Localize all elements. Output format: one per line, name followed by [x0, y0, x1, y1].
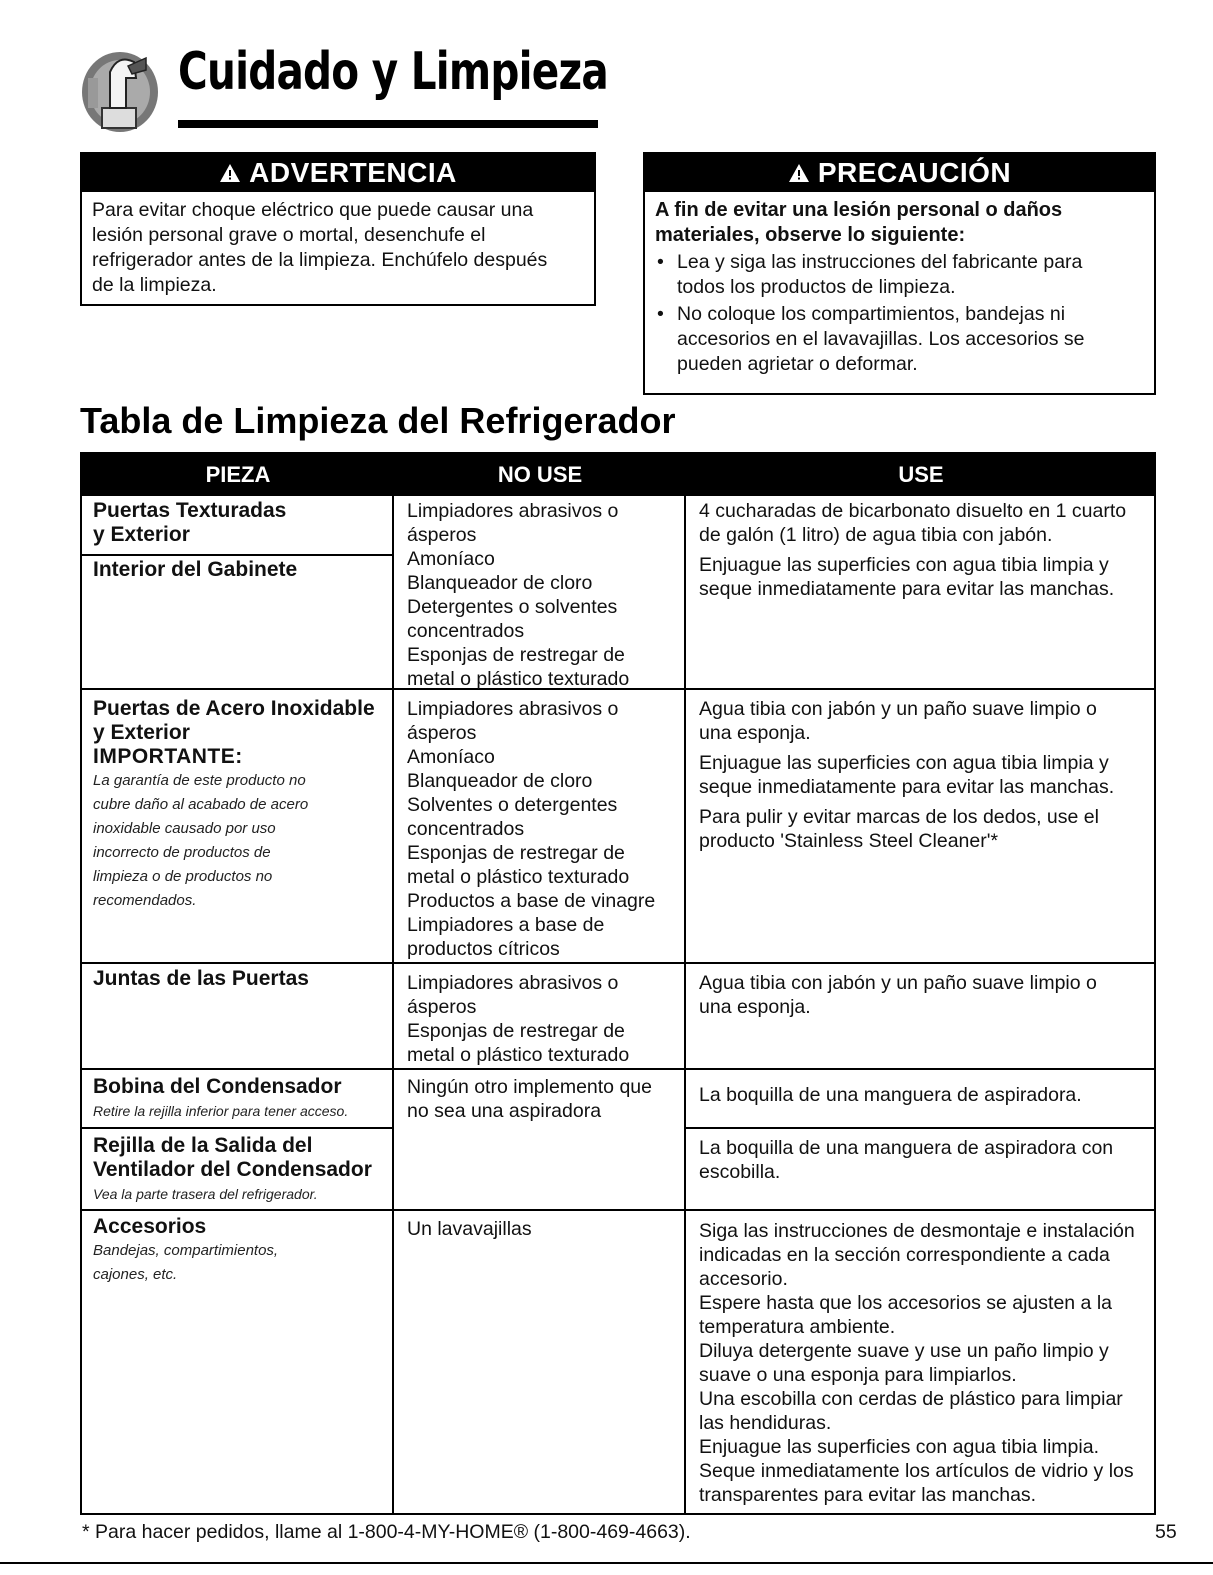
- piece-name: Puertas Texturadas: [93, 499, 287, 522]
- caution-list: [655, 250, 1144, 377]
- cleaning-table: [80, 452, 1156, 1515]
- no-use-line: Limpiadores abrasivos o: [407, 698, 619, 720]
- cleaning-spray-icon: [80, 48, 158, 132]
- use-line: Enjuague las superficies con agua tibia limpia.: [699, 1436, 1099, 1458]
- caution-intro-line: materiales, observe lo siguiente:: [655, 224, 966, 246]
- warning-heading: [82, 154, 594, 192]
- no-use-line: ásperos: [407, 524, 477, 546]
- row-divider: [82, 962, 1156, 964]
- warning-box: [80, 152, 596, 306]
- warning-line: de la limpieza.: [92, 274, 217, 296]
- piece-name: Bobina del Condensador: [93, 1075, 342, 1098]
- no-use-line: metal o plástico texturado: [407, 866, 630, 888]
- warning-line: refrigerador antes de la limpieza. Enchúfelo después: [92, 249, 548, 271]
- warning-line: Para evitar choque eléctrico que puede causar una: [92, 199, 534, 221]
- table-row-6-use: [699, 1219, 1154, 1507]
- no-use-line: Blanqueador de cloro: [407, 572, 593, 594]
- no-use-line: metal o plástico texturado: [407, 1044, 630, 1066]
- piece-note: limpieza o de productos no: [93, 868, 273, 885]
- piece-note: inoxidable causado por uso: [93, 820, 276, 837]
- use-line: Agua tibia con jabón y un paño suave limpio o: [699, 972, 1097, 994]
- warning-triangle-icon: [219, 163, 241, 183]
- piece-name: Accesorios: [93, 1215, 207, 1238]
- header-pieza: PIEZA: [205, 462, 271, 487]
- table-row-4-piece: [93, 1075, 390, 1123]
- table-row-6-no-use: [407, 1217, 682, 1241]
- no-use-line: Amoníaco: [407, 746, 495, 768]
- table-row-5-piece: [93, 1134, 390, 1206]
- caution-intro: [655, 198, 1144, 248]
- no-use-line: productos cítricos: [407, 938, 560, 960]
- piece-name: y Exterior: [93, 721, 190, 744]
- table-row-4-use: [699, 1083, 1154, 1107]
- piece-name: Juntas de las Puertas: [93, 967, 309, 990]
- table-row-3-use: [699, 971, 1154, 1019]
- no-use-line: Blanqueador de cloro: [407, 770, 593, 792]
- table-row-1-no-use: [407, 499, 682, 691]
- column-divider: [684, 496, 686, 1515]
- caution-bullet: [655, 302, 1144, 377]
- page-number: 55: [1155, 1521, 1177, 1543]
- use-line: Siga las instrucciones de desmontaje e instalación: [699, 1220, 1135, 1242]
- piece-name: Rejilla de la Salida del: [93, 1134, 313, 1157]
- important-label: IMPORTANTE:: [93, 745, 243, 768]
- table-row-2-piece: [93, 697, 390, 913]
- use-line: una esponja.: [699, 722, 811, 744]
- use-line: Una escobilla con cerdas de plástico para limpiar: [699, 1388, 1123, 1410]
- use-line: producto 'Stainless Steel Cleaner'*: [699, 830, 999, 852]
- use-line: de galón (1 litro) de agua tibia con jabón.: [699, 524, 1053, 546]
- piece-note: Retire la rejilla inferior para tener acceso.: [93, 1103, 349, 1119]
- sub-divider: [82, 554, 392, 556]
- table-header: [82, 454, 1154, 496]
- caution-bullet: [655, 250, 1144, 300]
- use-line: Espere hasta que los accesorios se ajusten a la: [699, 1292, 1112, 1314]
- table-row-3-no-use: [407, 971, 682, 1067]
- caution-bullet-line: accesorios en el lavavajillas. Los accesorios se: [677, 328, 1085, 350]
- piece-name: Ventilador del Condensador: [93, 1158, 372, 1181]
- no-use-line: no sea una aspiradora: [407, 1100, 602, 1122]
- no-use-line: ásperos: [407, 722, 477, 744]
- warning-text: [82, 192, 594, 306]
- no-use-line: Solventes o detergentes: [407, 794, 618, 816]
- table-row-6-piece: [93, 1215, 390, 1287]
- warning-line: lesión personal grave o mortal, desenchufe el: [92, 224, 486, 246]
- footnote: * Para hacer pedidos, llame al 1-800-4-MY-HOME® (1-800-469-4663).: [82, 1521, 691, 1543]
- no-use-line: Esponjas de restregar de: [407, 644, 625, 666]
- bottom-rule: [0, 1562, 1213, 1564]
- warning-triangle-icon: [788, 163, 810, 183]
- table-row-3-piece: [93, 967, 390, 991]
- table-row-1-use: [699, 499, 1154, 601]
- use-line: suave o una esponja para limpiarlos.: [699, 1364, 1017, 1386]
- use-line: accesorio.: [699, 1268, 788, 1290]
- no-use-line: Limpiadores abrasivos o: [407, 500, 619, 522]
- piece-name: Puertas de Acero Inoxidable: [93, 697, 375, 720]
- piece-note: cubre daño al acabado de acero: [93, 796, 309, 813]
- column-divider: [392, 496, 394, 1515]
- header-no-use: NO USE: [497, 462, 583, 487]
- use-line: La boquilla de una manguera de aspiradora con: [699, 1137, 1114, 1159]
- piece-note: incorrecto de productos de: [93, 844, 271, 861]
- table-row-2-use: [699, 697, 1154, 853]
- piece-note: cajones, etc.: [93, 1266, 178, 1283]
- warning-heading-text: ADVERTENCIA: [249, 157, 457, 188]
- caution-heading-text: PRECAUCIÓN: [817, 157, 1012, 188]
- table-row-4-no-use: [407, 1075, 682, 1123]
- caution-text: [645, 192, 1154, 385]
- caution-bullet-line: pueden agrietar o deformar.: [677, 353, 918, 375]
- sub-divider: [82, 1127, 392, 1129]
- page-title: Cuidado y Limpieza: [178, 42, 608, 102]
- use-line: La boquilla de una manguera de aspiradora.: [699, 1084, 1082, 1106]
- use-line: una esponja.: [699, 996, 811, 1018]
- table-row-5-use: [699, 1136, 1154, 1184]
- piece-name: y Exterior: [93, 523, 190, 546]
- use-line: temperatura ambiente.: [699, 1316, 896, 1338]
- use-line: transparentes para evitar las manchas.: [699, 1484, 1037, 1506]
- caution-bullet-line: • No coloque los compartimientos, bandejas ni: [677, 303, 1066, 325]
- caution-bullet-line: • Lea y siga las instrucciones del fabricante para: [677, 251, 1083, 273]
- no-use-line: Ningún otro implemento que: [407, 1076, 652, 1098]
- piece-note: recomendados.: [93, 892, 197, 909]
- title-underline: [178, 120, 598, 128]
- no-use-line: concentrados: [407, 620, 525, 642]
- piece-note: La garantía de este producto no: [93, 772, 306, 789]
- use-line: escobilla.: [699, 1161, 781, 1183]
- row-divider: [82, 1068, 1156, 1070]
- sub-divider: [686, 1127, 1156, 1129]
- header-use: USE: [898, 462, 944, 487]
- use-line: seque inmediatamente para evitar las manchas.: [699, 776, 1115, 798]
- no-use-line: Limpiadores a base de: [407, 914, 605, 936]
- piece-name: Interior del Gabinete: [93, 558, 298, 581]
- no-use-line: concentrados: [407, 818, 525, 840]
- use-line: Diluya detergente suave y use un paño limpio y: [699, 1340, 1109, 1362]
- no-use-line: Limpiadores abrasivos o: [407, 972, 619, 994]
- caution-heading: [645, 154, 1154, 192]
- no-use-line: Esponjas de restregar de: [407, 842, 625, 864]
- table-row-1-piece2: [93, 558, 388, 582]
- use-line: Enjuague las superficies con agua tibia limpia y: [699, 554, 1109, 576]
- piece-note: Bandejas, compartimientos,: [93, 1242, 279, 1259]
- no-use-line: Detergentes o solventes: [407, 596, 618, 618]
- section-title: Tabla de Limpieza del Refrigerador: [80, 400, 676, 441]
- use-line: indicadas en la sección correspondiente a cada: [699, 1244, 1110, 1266]
- row-divider: [82, 1209, 1156, 1211]
- caution-box: [643, 152, 1156, 395]
- no-use-line: ásperos: [407, 996, 477, 1018]
- no-use-line: Amoníaco: [407, 548, 495, 570]
- piece-note: Vea la parte trasera del refrigerador.: [93, 1186, 318, 1202]
- table-row-2-no-use: [407, 697, 682, 961]
- table-row-1-piece: [93, 499, 388, 547]
- use-line: Enjuague las superficies con agua tibia limpia y: [699, 752, 1109, 774]
- use-line: seque inmediatamente para evitar las manchas.: [699, 578, 1115, 600]
- caution-bullet-line: todos los productos de limpieza.: [677, 276, 956, 298]
- no-use-line: Un lavavajillas: [407, 1218, 532, 1240]
- no-use-line: metal o plástico texturado: [407, 668, 630, 690]
- use-line: Seque inmediatamente los artículos de vidrio y los: [699, 1460, 1134, 1482]
- use-line: Agua tibia con jabón y un paño suave limpio o: [699, 698, 1097, 720]
- caution-intro-line: A fin de evitar una lesión personal o daños: [655, 199, 1063, 221]
- use-line: 4 cucharadas de bicarbonato disuelto en 1 cuarto: [699, 500, 1127, 522]
- use-line: Para pulir y evitar marcas de los dedos, use el: [699, 806, 1099, 828]
- use-line: las hendiduras.: [699, 1412, 832, 1434]
- no-use-line: Esponjas de restregar de: [407, 1020, 625, 1042]
- no-use-line: Productos a base de vinagre: [407, 890, 656, 912]
